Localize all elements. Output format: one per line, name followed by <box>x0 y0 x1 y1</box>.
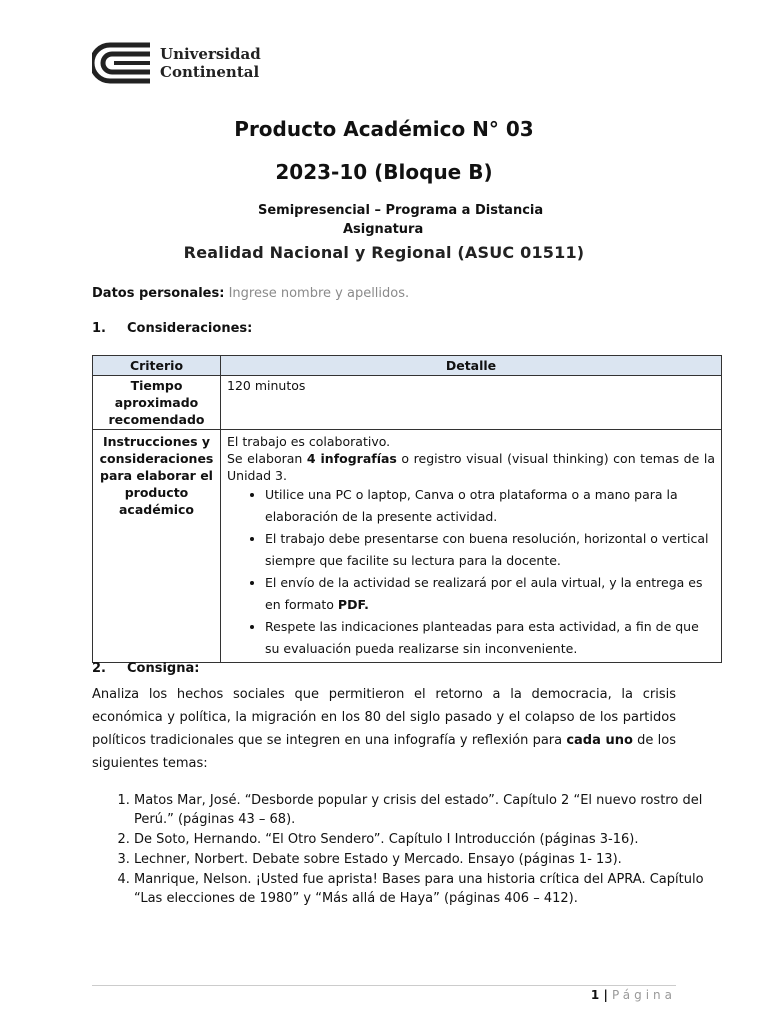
list-item: 1. Matos Mar, José. “Desborde popular y crisis del estado”. Capítulo 2 “El nuevo rostro del Perú.” (páginas 43 – 68). <box>134 791 724 829</box>
criterio-cell: Tiempo aproximado recomendado <box>93 376 221 430</box>
logo-line2: Continental <box>160 63 260 81</box>
table-row <box>93 376 722 430</box>
list-item: • Respete las indicaciones planteadas para esta actividad, a fin de que su evaluación pueda realizarse sin inconveniente. <box>265 616 715 660</box>
modality: Semipresencial – Programa a Distancia <box>258 203 544 218</box>
bold-text: cada uno <box>566 733 633 748</box>
detail-line: El trabajo es colaborativo. <box>227 434 391 449</box>
list-item: 4. Manrique, Nelson. ¡Usted fue aprista! Bases para una historia crítica del APRA. Capítulo “Las elecciones de 1980” y “Más allá de Haya” (páginas 406 – 412). <box>134 870 724 908</box>
name-input-placeholder[interactable]: Ingrese nombre y apellidos. <box>228 286 410 301</box>
list-item: • El trabajo debe presentarse con buena resolución, horizontal o vertical siempre que facilite su lectura para la docente. <box>265 528 715 572</box>
list-item: 2. De Soto, Hernando. “El Otro Sendero”. Capítulo I Introducción (páginas 3-16). <box>134 830 724 849</box>
detalle-cell <box>221 430 722 663</box>
personal-data-label: Datos personales: <box>92 286 225 301</box>
detalle-cell: 120 minutos <box>221 376 722 430</box>
section-2-heading <box>92 661 199 676</box>
text: El envío de la actividad se realizará por el aula virtual, y la entrega es en formato <box>265 575 703 612</box>
section-title: Consideraciones: <box>127 321 253 336</box>
section-number: 2. <box>92 661 106 676</box>
logo-icon <box>92 42 152 84</box>
readings-list <box>92 791 724 909</box>
header-detalle: Detalle <box>221 356 722 376</box>
period-title: 2023-10 (Bloque B) <box>275 160 493 184</box>
section-number: 1. <box>92 321 106 336</box>
consigna-paragraph <box>92 683 676 775</box>
considerations-table <box>92 355 722 663</box>
list-item: 3. Lechner, Norbert. Debate sobre Estado y Mercado. Ensayo (páginas 1- 13). <box>134 850 724 869</box>
university-logo <box>92 42 261 84</box>
subject-label: Asignatura <box>343 222 424 237</box>
text: de los siguientes temas: <box>92 733 676 771</box>
page-footer <box>591 988 676 1002</box>
instructions-list <box>227 484 715 660</box>
section-title: Consigna: <box>127 661 200 676</box>
criterio-cell: Instrucciones y consideraciones para elaborar el producto académico <box>93 430 221 663</box>
text: Analiza los hechos sociales que permitieron el retorno a la democracia, la crisis económica y política, la migración en los 80 del siglo pasado y el colapso de los partidos políticos tradicionales que se integren en una infografía y reflexión para <box>92 687 676 748</box>
page-number: 1 <box>590 988 600 1002</box>
page-label: Página <box>612 988 676 1002</box>
footer-divider <box>92 985 676 986</box>
page-title: Producto Académico N° 03 <box>234 117 534 141</box>
separator: | <box>599 988 613 1002</box>
table-header-row <box>93 356 722 376</box>
section-1-heading <box>92 321 252 336</box>
personal-data <box>92 286 409 301</box>
table-row <box>93 430 722 663</box>
header-criterio: Criterio <box>93 356 221 376</box>
bold-text: 4 infografías <box>306 451 397 466</box>
bold-text: PDF. <box>337 597 369 612</box>
text: o registro visual (visual thinking) con temas de la Unidad 3. <box>227 451 716 483</box>
detail-line <box>227 450 715 484</box>
course-title: Realidad Nacional y Regional (ASUC 01511) <box>183 243 585 262</box>
list-item: • Utilice una PC o laptop, Canva o otra plataforma o a mano para la elaboración de la presente actividad. <box>265 484 715 528</box>
logo-line1: Universidad <box>160 45 261 63</box>
list-item <box>265 572 715 616</box>
text: Se elaboran <box>227 451 307 466</box>
